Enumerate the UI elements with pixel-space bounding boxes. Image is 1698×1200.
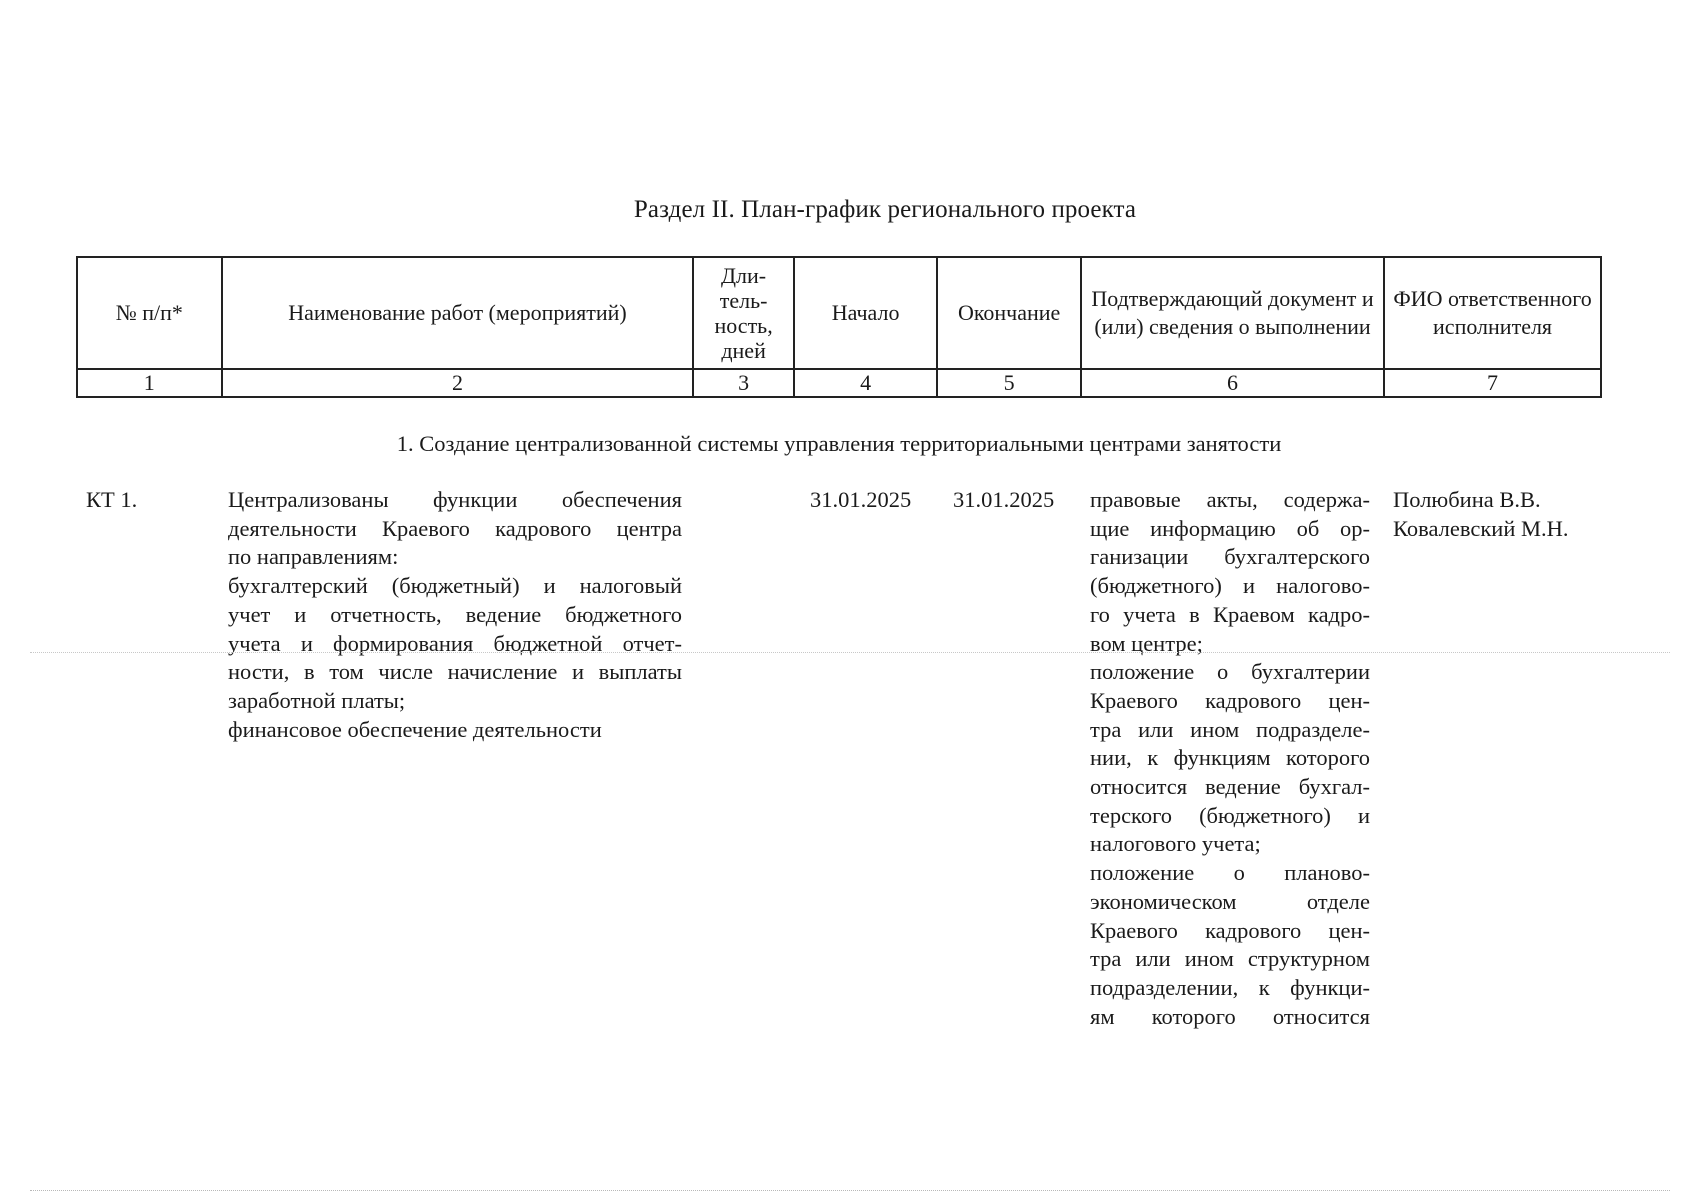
text-line: правовые акты, содержа- xyxy=(1090,487,1370,512)
text-line: нии, к функциям которого xyxy=(1090,745,1370,771)
header-cell-duration: Дли- тель- ность, дней xyxy=(693,257,793,369)
text-line: (бюджетного) и налогово- xyxy=(1090,573,1370,599)
text-line: тра или ином подразделе- xyxy=(1090,716,1370,742)
header-cell-start: Начало xyxy=(794,257,938,369)
text-line: подразделении, к функци- xyxy=(1090,974,1370,1000)
column-number: 7 xyxy=(1384,369,1601,397)
text-line: положение о бухгалтерии xyxy=(1090,659,1370,685)
section-heading: 1. Создание централизованной системы управления территориальными центрами занятости xyxy=(396,431,1282,456)
text-line: деятельности Краевого кадрового центра xyxy=(228,515,682,541)
column-number-row xyxy=(77,369,1601,397)
text-line: финансовое обеспечение деятельности xyxy=(228,716,602,742)
text-line: по направлениям: xyxy=(228,544,399,570)
page-title: Раздел II. План-график регионального проекта xyxy=(633,196,1137,223)
responsible-person: Полюбина В.В. xyxy=(1393,487,1541,512)
header-table xyxy=(76,256,1602,398)
text-line: Централизованы функции обеспечения xyxy=(228,487,682,512)
scan-artifact-line xyxy=(30,1190,1670,1191)
text-line: ности, в том числе начисление и выплаты xyxy=(228,659,682,685)
row-confirming-document xyxy=(1090,486,1370,1031)
row-work-name xyxy=(228,486,682,744)
row-responsible xyxy=(1393,486,1603,543)
row-start-date: 31.01.2025 xyxy=(810,487,912,512)
text-line: относится ведение бухгал- xyxy=(1090,774,1370,800)
text-line: Краевого кадрового цен- xyxy=(1090,917,1370,943)
text-line: терского (бюджетного) и xyxy=(1090,802,1370,828)
text-line: учет и отчетность, ведение бюджетного xyxy=(228,601,682,627)
text-line: положение о планово- xyxy=(1090,860,1370,886)
text-line: экономическом отделе xyxy=(1090,888,1370,914)
text-line: ям которого относится xyxy=(1090,1003,1370,1029)
column-number: 1 xyxy=(77,369,222,397)
column-number: 6 xyxy=(1081,369,1384,397)
text-line: бухгалтерский (бюджетный) и налоговый xyxy=(228,573,682,599)
text-line: Краевого кадрового цен- xyxy=(1090,687,1370,713)
text-line: тра или ином структурном xyxy=(1090,946,1370,972)
text-line: го учета в Краевом кадро- xyxy=(1090,601,1370,627)
header-cell-end: Окончание xyxy=(937,257,1081,369)
text-line: щие информацию об ор- xyxy=(1090,515,1370,541)
header-cell-responsible: ФИО ответственного исполнителя xyxy=(1384,257,1601,369)
column-number: 5 xyxy=(937,369,1081,397)
header-cell-number: № п/п* xyxy=(77,257,222,369)
text-line: учета и формирования бюджетной отчет- xyxy=(228,630,682,656)
text-line: заработной платы; xyxy=(228,687,406,713)
header-row xyxy=(77,257,1601,369)
responsible-person: Ковалевский М.Н. xyxy=(1393,515,1569,541)
header-cell-name: Наименование работ (мероприятий) xyxy=(222,257,694,369)
column-number: 2 xyxy=(222,369,694,397)
text-line: налогового учета; xyxy=(1090,831,1261,857)
text-line: ганизации бухгалтерского xyxy=(1090,544,1370,570)
row-code: КТ 1. xyxy=(86,487,138,512)
column-number: 3 xyxy=(693,369,793,397)
scan-artifact-line xyxy=(30,652,1670,653)
text-line: вом центре; xyxy=(1090,630,1203,656)
row-end-date: 31.01.2025 xyxy=(953,487,1055,512)
header-cell-document: Подтверждающий документ и (или) сведения о выполнении xyxy=(1081,257,1384,369)
column-number: 4 xyxy=(794,369,938,397)
